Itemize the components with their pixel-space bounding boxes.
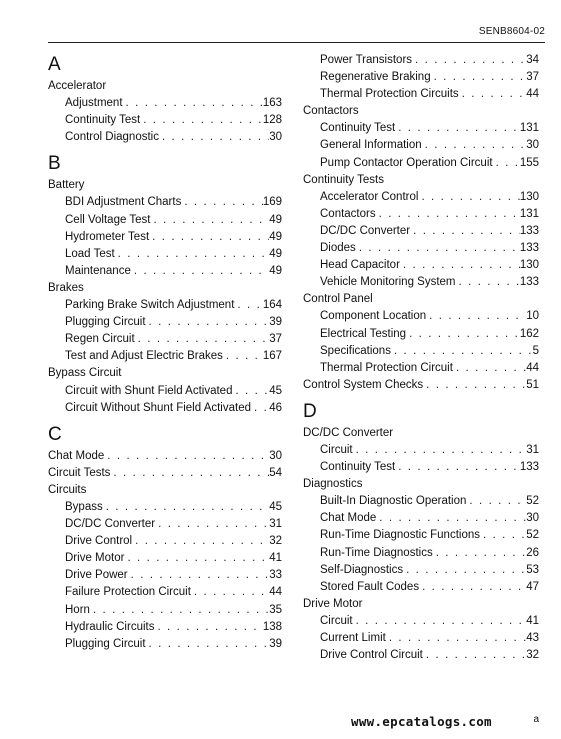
dot-leader <box>353 442 527 459</box>
dot-leader <box>159 129 269 146</box>
page-number: 31 <box>526 443 539 456</box>
dot-leader <box>124 550 269 567</box>
page-number: 43 <box>526 632 539 644</box>
index-subentry[interactable] <box>48 212 282 229</box>
index-category <box>48 365 282 382</box>
index-subentry[interactable] <box>48 602 282 619</box>
dot-leader <box>150 212 269 229</box>
document-id: SENB8604-02 <box>478 26 545 37</box>
page-number: 133 <box>519 224 539 237</box>
index-subentry[interactable] <box>303 579 539 596</box>
entry-title: Accelerator Control <box>320 190 419 203</box>
index-category <box>48 78 282 95</box>
dot-leader <box>353 613 527 630</box>
entry-title: Failure Protection Circuit <box>65 586 191 599</box>
index-subentry[interactable] <box>303 257 539 274</box>
dot-leader <box>418 189 519 206</box>
index-subentry[interactable] <box>303 155 539 172</box>
entry-title: Control Panel <box>303 293 373 306</box>
dot-leader <box>191 584 269 601</box>
index-subentry[interactable] <box>303 562 539 579</box>
dot-leader <box>433 545 527 562</box>
page-number: 39 <box>269 637 282 650</box>
index-subentry[interactable] <box>48 314 282 331</box>
entry-title: Test and Adjust Electric Brakes <box>65 350 223 363</box>
dot-leader <box>493 155 520 172</box>
dot-leader <box>453 360 526 377</box>
index-entry[interactable] <box>48 448 282 465</box>
index-category <box>303 291 539 308</box>
page-number: 133 <box>519 461 539 474</box>
index-subentry[interactable] <box>303 206 539 223</box>
index-subentry[interactable] <box>303 630 539 647</box>
dot-leader <box>104 448 269 465</box>
dot-leader <box>234 297 262 314</box>
page-number: 32 <box>269 535 282 548</box>
index-category <box>303 103 539 120</box>
dot-leader <box>110 465 269 482</box>
entry-title: Diodes <box>320 242 356 255</box>
index-subentry[interactable] <box>303 189 539 206</box>
page-number: 49 <box>269 247 282 260</box>
page-number: 133 <box>519 276 539 289</box>
entry-title: DC/DC Converter <box>320 224 411 237</box>
index-subentry[interactable] <box>48 263 282 280</box>
dot-leader <box>223 348 263 365</box>
page-number: 45 <box>269 500 282 513</box>
entry-title: Power Transistors <box>320 54 413 66</box>
index-subentry[interactable] <box>303 613 539 630</box>
entry-title: Battery <box>48 179 85 192</box>
page-number: 49 <box>269 264 282 277</box>
dot-leader <box>251 400 269 417</box>
entry-title: Head Capacitor <box>320 259 400 272</box>
index-subentry[interactable] <box>303 545 539 562</box>
index-category <box>303 476 539 493</box>
entry-title: Circuit <box>320 443 353 456</box>
entry-title: Bypass Circuit <box>48 367 122 380</box>
page-number: 52 <box>526 529 539 542</box>
dot-leader <box>395 120 520 137</box>
index-subentry[interactable] <box>48 584 282 601</box>
dot-leader <box>386 630 526 647</box>
index-subentry[interactable] <box>303 510 539 527</box>
dot-leader <box>155 516 269 533</box>
index-subentry[interactable] <box>303 343 539 360</box>
index-entry[interactable] <box>303 377 539 394</box>
section-letter: D <box>303 400 317 422</box>
page-number: 130 <box>519 190 539 203</box>
entry-title: Control Diagnostic <box>65 131 159 144</box>
index-subentry[interactable] <box>303 360 539 377</box>
page-number: 138 <box>262 620 282 633</box>
entry-title: Continuity Test <box>320 461 396 474</box>
dot-leader <box>406 326 520 343</box>
section-letter: C <box>48 423 62 445</box>
page-number: 41 <box>269 552 282 565</box>
index-category <box>303 596 539 613</box>
dot-leader <box>391 343 533 360</box>
entry-title: Circuit <box>320 614 353 627</box>
index-subentry[interactable] <box>48 400 282 417</box>
entry-title: Circuit Without Shunt Field Activated <box>65 401 251 414</box>
page-number: 133 <box>519 242 539 255</box>
index-subentry[interactable] <box>303 493 539 510</box>
index-category <box>48 280 282 297</box>
page-number: 32 <box>526 649 539 662</box>
entry-title: Component Location <box>320 310 427 323</box>
entry-title: Specifications <box>320 344 391 357</box>
index-subentry[interactable] <box>48 246 282 263</box>
index-subentry[interactable] <box>48 499 282 516</box>
entry-title: DC/DC Converter <box>65 518 156 531</box>
page-number: 131 <box>519 122 539 135</box>
index-subentry[interactable] <box>303 647 539 664</box>
index-subentry[interactable] <box>48 229 282 246</box>
index-subentry[interactable] <box>303 52 539 69</box>
index-entry[interactable] <box>48 465 282 482</box>
page-number: 155 <box>519 156 539 169</box>
entry-title: Plugging Circuit <box>65 637 146 650</box>
page-number: 39 <box>269 316 282 329</box>
index-subentry[interactable] <box>303 69 539 86</box>
index-category <box>303 425 539 442</box>
entry-title: Regenerative Braking <box>320 71 431 84</box>
dot-leader <box>395 459 520 476</box>
page-number: 41 <box>526 614 539 627</box>
page-number: 30 <box>269 449 282 462</box>
page-number: 45 <box>269 384 282 397</box>
dot-leader <box>181 194 262 211</box>
index-subentry[interactable] <box>48 95 282 112</box>
entry-title: Thermal Protection Circuits <box>320 88 459 101</box>
index-subentry[interactable] <box>303 137 539 154</box>
entry-title: Chat Mode <box>320 512 377 525</box>
entry-title: Run-Time Diagnostic Functions <box>320 529 480 542</box>
dot-leader <box>140 112 263 129</box>
page-number: 33 <box>269 569 282 582</box>
page-number: 37 <box>269 333 282 346</box>
page-number: 30 <box>526 512 539 525</box>
dot-leader <box>426 308 526 325</box>
website-link[interactable]: www.epcatalogs.com <box>351 714 492 729</box>
entry-title: Hydraulic Circuits <box>65 620 155 633</box>
entry-title: Thermal Protection Circuit <box>320 361 453 374</box>
entry-title: Vehicle Monitoring System <box>320 276 456 289</box>
dot-leader <box>431 69 527 86</box>
dot-leader <box>456 274 520 291</box>
dot-leader <box>123 95 263 112</box>
entry-title: Circuit Tests <box>48 466 111 479</box>
entry-title: Drive Motor <box>303 597 363 610</box>
entry-title: Circuit with Shunt Field Activated <box>65 384 233 397</box>
page-number: 26 <box>526 546 539 559</box>
entry-title: Regen Circuit <box>65 333 135 346</box>
index-subentry[interactable] <box>303 308 539 325</box>
page-number: 128 <box>262 114 282 127</box>
entry-title: Electrical Testing <box>320 327 407 340</box>
index-column-left <box>48 52 282 653</box>
index-subentry[interactable] <box>48 194 282 211</box>
page-number: 131 <box>519 207 539 220</box>
index-subentry[interactable] <box>48 331 282 348</box>
dot-leader <box>419 579 526 596</box>
index-subentry[interactable] <box>48 297 282 314</box>
index-subentry[interactable] <box>48 550 282 567</box>
page-number: 53 <box>526 563 539 576</box>
entry-title: Continuity Tests <box>303 173 384 186</box>
entry-title: Brakes <box>48 281 84 294</box>
header-rule <box>48 42 545 43</box>
page-number: 169 <box>262 196 282 209</box>
page-number: 44 <box>526 88 539 101</box>
entry-title: Maintenance <box>65 264 131 277</box>
entry-title: Cell Voltage Test <box>65 213 151 226</box>
entry-title: Contactors <box>303 105 359 118</box>
page-number: 54 <box>269 466 282 479</box>
page-number: 164 <box>262 299 282 312</box>
entry-title: Parking Brake Switch Adjustment <box>65 299 235 312</box>
dot-leader <box>480 527 526 544</box>
dot-leader <box>128 567 270 584</box>
entry-title: Hydrometer Test <box>65 230 150 243</box>
page-letter: a <box>533 714 539 725</box>
entry-title: Chat Mode <box>48 449 105 462</box>
entry-title: Drive Power <box>65 569 128 582</box>
dot-leader <box>232 383 269 400</box>
dot-leader <box>146 314 270 331</box>
dot-leader <box>132 533 269 550</box>
dot-leader <box>423 377 526 394</box>
index-category <box>48 482 282 499</box>
page-number: 167 <box>262 350 282 363</box>
page-number: 35 <box>269 603 282 616</box>
page-number: 51 <box>526 378 539 391</box>
dot-leader <box>115 246 270 263</box>
index-subentry[interactable] <box>48 129 282 146</box>
page-number: 37 <box>526 71 539 84</box>
dot-leader <box>131 263 269 280</box>
index-subentry[interactable] <box>48 619 282 636</box>
dot-leader <box>135 331 270 348</box>
dot-leader <box>356 240 520 257</box>
index-subentry[interactable] <box>303 527 539 544</box>
page-number: 130 <box>519 259 539 272</box>
page-number: 47 <box>526 580 539 593</box>
entry-title: Horn <box>65 603 90 616</box>
page-number: 30 <box>269 131 282 144</box>
entry-title: Pump Contactor Operation Circuit <box>320 156 493 169</box>
page-number: 44 <box>269 586 282 599</box>
entry-title: Current Limit <box>320 632 386 644</box>
entry-title: DC/DC Converter <box>303 426 394 439</box>
dot-leader <box>149 229 269 246</box>
page-number: 163 <box>262 97 282 110</box>
entry-title: Circuits <box>48 483 87 496</box>
index-subentry[interactable] <box>303 326 539 343</box>
index-subentry[interactable] <box>48 383 282 400</box>
entry-title: Adjustment <box>65 97 123 110</box>
dot-leader <box>103 499 269 516</box>
page-number: 49 <box>269 230 282 243</box>
entry-title: Bypass <box>65 500 103 513</box>
page-number: 49 <box>269 213 282 226</box>
index-subentry[interactable] <box>48 636 282 653</box>
dot-leader <box>146 636 270 653</box>
index-category <box>48 177 282 194</box>
page-number: 10 <box>526 310 539 323</box>
entry-title: Contactors <box>320 207 376 220</box>
entry-title: Diagnostics <box>303 478 363 491</box>
entry-title: Plugging Circuit <box>65 316 146 329</box>
dot-leader <box>403 562 526 579</box>
index-subentry[interactable] <box>48 348 282 365</box>
index-subentry[interactable] <box>48 516 282 533</box>
entry-title: Control System Checks <box>303 378 424 391</box>
entry-title: Continuity Test <box>320 122 396 135</box>
page-number: 30 <box>526 139 539 152</box>
entry-title: Drive Motor <box>65 552 125 565</box>
entry-title: BDI Adjustment Charts <box>65 196 182 209</box>
index-subentry[interactable] <box>303 274 539 291</box>
dot-leader <box>90 602 269 619</box>
section-letter: A <box>48 54 61 75</box>
entry-title: Drive Control <box>65 535 133 548</box>
entry-title: Built-In Diagnostic Operation <box>320 495 467 508</box>
dot-leader <box>466 493 526 510</box>
entry-title: Self-Diagnostics <box>320 563 404 576</box>
index-subentry[interactable] <box>303 459 539 476</box>
dot-leader <box>376 206 520 223</box>
page-number: 52 <box>526 495 539 508</box>
index-subentry[interactable] <box>303 240 539 257</box>
entry-title: Run-Time Diagnostics <box>320 546 433 559</box>
dot-leader <box>422 137 527 154</box>
index-subentry[interactable] <box>303 86 539 103</box>
page-number: 34 <box>526 54 539 66</box>
dot-leader <box>410 223 520 240</box>
entry-title: Drive Control Circuit <box>320 649 423 662</box>
entry-title: Accelerator <box>48 80 107 92</box>
page-number: 46 <box>269 401 282 414</box>
index-subentry[interactable] <box>303 442 539 459</box>
section-letter: B <box>48 153 61 175</box>
page-number: 44 <box>526 361 539 374</box>
entry-title: Stored Fault Codes <box>320 580 420 593</box>
dot-leader <box>412 52 526 69</box>
dot-leader <box>423 647 526 664</box>
index-subentry[interactable] <box>303 223 539 240</box>
entry-title: Continuity Test <box>65 114 141 127</box>
index-subentry[interactable] <box>48 533 282 550</box>
dot-leader <box>376 510 526 527</box>
index-subentry[interactable] <box>48 567 282 584</box>
page-number: 5 <box>532 344 539 357</box>
entry-title: General Information <box>320 139 422 152</box>
index-column-right <box>303 52 539 664</box>
entry-title: Load Test <box>65 247 115 260</box>
index-subentry[interactable] <box>48 112 282 129</box>
dot-leader <box>459 86 527 103</box>
dot-leader <box>154 619 262 636</box>
page-number: 31 <box>269 518 282 531</box>
page-number: 162 <box>519 327 539 340</box>
index-subentry[interactable] <box>303 120 539 137</box>
index-category <box>303 172 539 189</box>
dot-leader <box>400 257 520 274</box>
